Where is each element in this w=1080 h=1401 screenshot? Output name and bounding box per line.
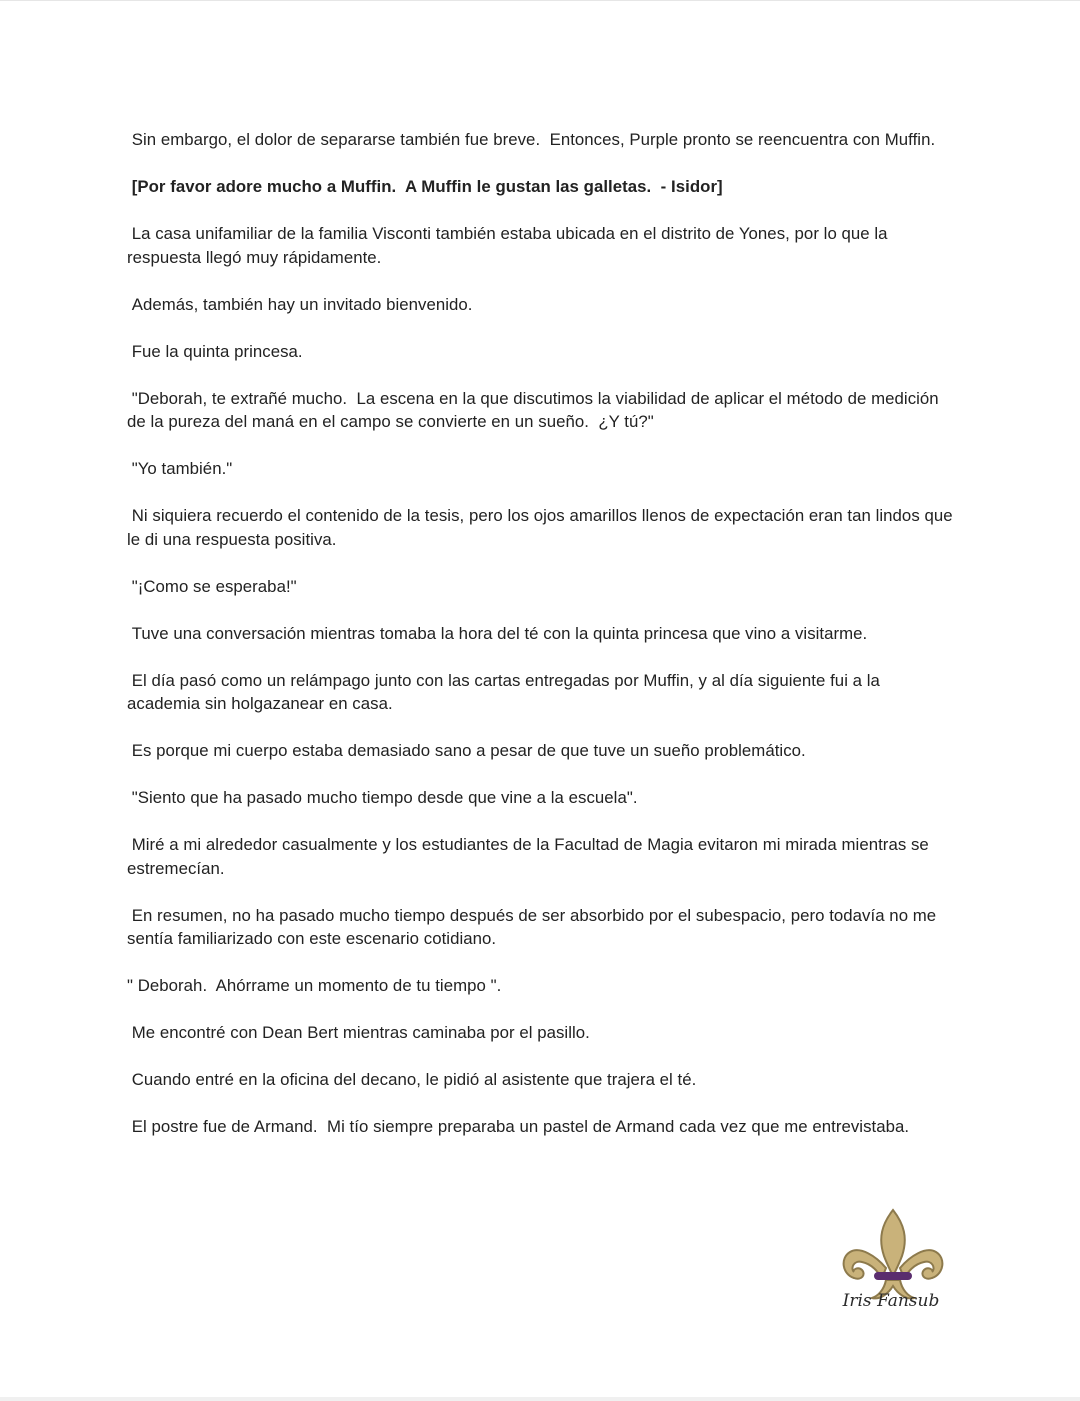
body-paragraph: "Deborah, te extrañé mucho. La escena en la que discutimos la viabilidad de aplicar el método de medición de la pureza del maná en el campo se convierte en un sueño. ¿Y tú?" xyxy=(127,388,944,431)
body-paragraph: Tuve una conversación mientras tomaba la hora del té con la quinta princesa que vino a visitarme. xyxy=(127,623,868,643)
body-paragraph: Fue la quinta princesa. xyxy=(127,341,303,361)
body-paragraph: El día pasó como un relámpago junto con las cartas entregadas por Muffin, y al día siguiente fui a la academia sin holgazanear en casa. xyxy=(127,670,885,713)
body-paragraph: Sin embargo, el dolor de separarse también fue breve. Entonces, Purple pronto se reencuentra con Muffin. xyxy=(127,130,936,149)
body-paragraph: "¡Como se esperaba!" xyxy=(127,576,297,596)
body-paragraph: Ni siquiera recuerdo el contenido de la tesis, pero los ojos amarillos llenos de expectación eran tan lindos que le di una respuesta positiva. xyxy=(127,506,958,549)
watermark-label: Iris Fansub xyxy=(842,1291,940,1311)
translator-note-paragraph: [Por favor adore mucho a Muffin. A Muffin le gustan las galletas. - Isidor] xyxy=(127,177,723,196)
page-bottom-edge xyxy=(0,1397,1080,1401)
body-paragraph: "Siento que ha pasado mucho tiempo desde que vine a la escuela". xyxy=(127,788,638,807)
document-body xyxy=(127,128,957,1162)
body-paragraph: " Deborah. Ahórrame un momento de tu tiempo ". xyxy=(127,976,502,995)
body-paragraph: En resumen, no ha pasado mucho tiempo después de ser absorbido por el subespacio, pero todavía no me sentía familiarizado con este escenario cotidiano. xyxy=(127,905,941,948)
body-paragraph: Miré a mi alrededor casualmente y los estudiantes de la Facultad de Magia evitaron mi mirada mientras se estremecían. xyxy=(127,835,934,878)
body-paragraph: La casa unifamiliar de la familia Visconti también estaba ubicada en el distrito de Yones, por lo que la respuesta llegó muy rápidamente. xyxy=(127,224,893,267)
body-paragraph: El postre fue de Armand. Mi tío siempre preparaba un pastel de Armand cada vez que me entrevistaba. xyxy=(127,1117,910,1136)
body-paragraph: "Yo también." xyxy=(127,459,233,478)
body-paragraph: Me encontré con Dean Bert mientras caminaba por el pasillo. xyxy=(127,1023,590,1042)
body-paragraph: Además, también hay un invitado bienvenido. xyxy=(127,294,473,314)
body-paragraph: Cuando entré en la oficina del decano, le pidió al asistente que trajera el té. xyxy=(127,1070,697,1089)
body-paragraph: Es porque mi cuerpo estaba demasiado sano a pesar de que tuve un sueño problemático. xyxy=(127,741,806,760)
